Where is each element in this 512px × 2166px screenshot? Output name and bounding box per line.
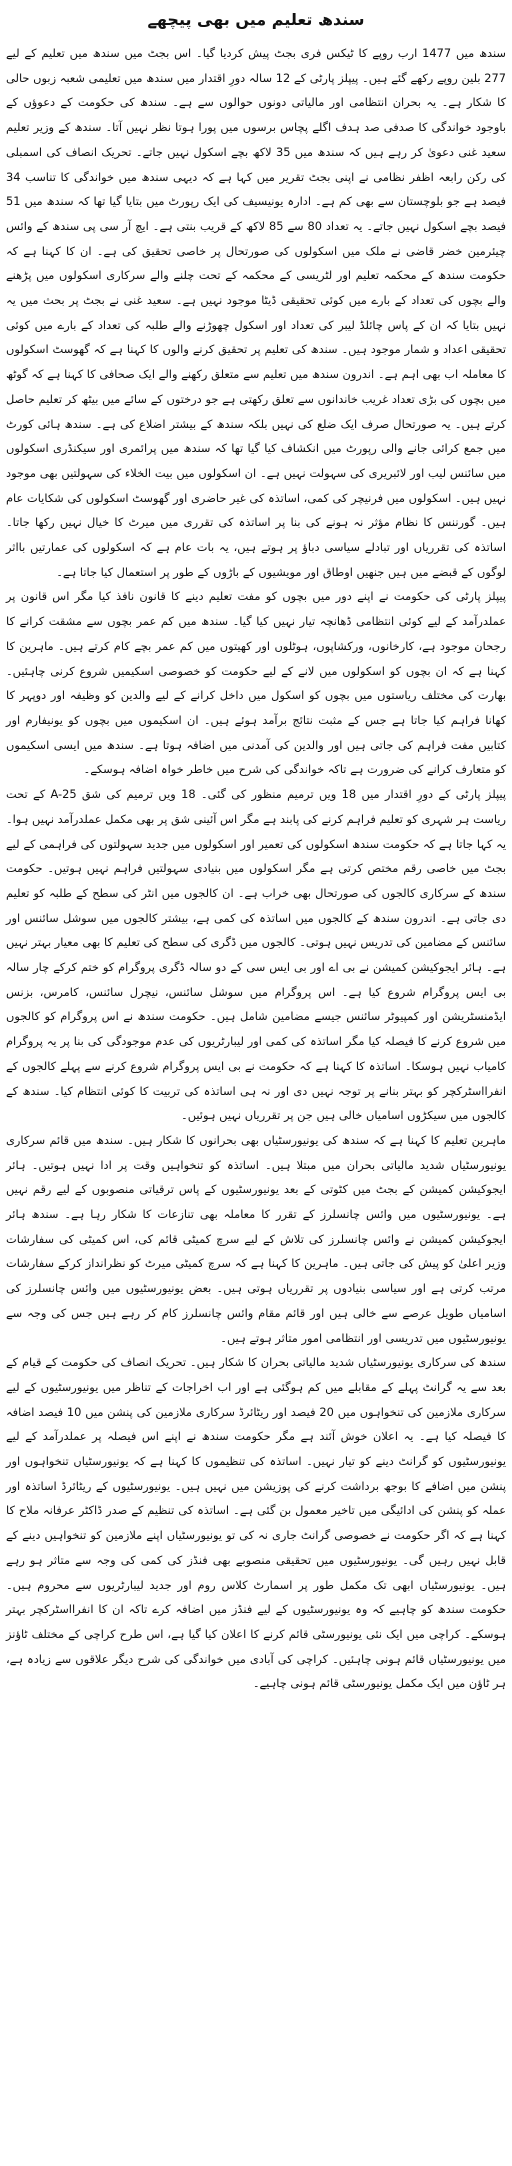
article-paragraph-1: سندھ میں 1477 ارب روپے کا ٹیکس فری بجٹ پیش کردیا گیا۔ اس بجٹ میں سندھ میں تعلیم کے لیے 277 بلین روپے رکھے گئے ہیں۔ پیپلز پارٹی کے 12 سالہ دورِ اقتدار میں سندھ میں تعلیمی شعبہ زبوں حالی کا شکار ہے۔ یہ بحران انتظامی اور مالیاتی دونوں حوالوں سے ہے۔ سندھ کی حکومت کے دعوؤں کے باوجود خواندگی کا صدفی صد ہدف اگلے پچاس برسوں میں پورا ہوتا نظر نہیں آتا۔ سندھ کے وزیر تعلیم سعید غنی دعویٰ کر رہے ہیں کہ سندھ میں 35 لاکھ بچے اسکول نہیں جاتے۔ تحریک انصاف کی اسمبلی کی رکن رابعہ اظفر نظامی نے اپنی بجٹ تقریر میں کہا ہے کہ دیہی سندھ میں خواندگی کا تناسب 34 فیصد ہے جو بلوچستان سے بھی کم ہے۔ ادارہ یونیسیف کی ایک رپورٹ میں بتایا گیا تھا کہ سندھ میں 51 فیصد بچے اسکول نہیں جاتے۔ یہ تعداد 80 سے 85 لاکھ کے قریب بنتی ہے۔ ایچ آر سی پی سندھ کے وائس چیئرمین خضر قاضی نے ملک میں اسکولوں کی صورتحال پر خاصی تحقیق کی ہے۔ ان کا کہنا ہے کہ حکومت سندھ کے محکمہ تعلیم اور لٹریسی کے محکمہ کے تحت چلنے والے سرکاری اسکولوں میں پڑھنے والے بچوں کی تعداد کے بارے میں کوئی تحقیقی ڈیٹا موجود نہیں ہے۔ سعید غنی نے بجٹ پر بحث میں یہ نہیں بتایا کہ ان کے پاس چائلڈ لیبر کی تعداد اور اسکول چھوڑنے والے طلبہ کی تعداد کے بارے میں کوئی تحقیقی اعداد و شمار موجود ہیں۔ سندھ کی تعلیم پر تحقیق کرنے والوں کا کہنا ہے کہ گھوسٹ اسکولوں کا معاملہ اب بھی اہم ہے۔ اندرون سندھ میں تعلیم سے متعلق رکھنے والے ایک صحافی کا کہنا ہے کہ گوٹھ میں بچوں کی بڑی تعداد غریب خاندانوں سے تعلق رکھتی ہے جو درختوں کے سائے میں بیٹھ کر تعلیم حاصل کرتے ہیں۔ یہ صورتحال صرف ایک ضلع کی نہیں بلکہ سندھ کے بیشتر اضلاع کی ہے۔ سندھ ہائی کورٹ میں جمع کرائی جانے والی رپورٹ میں انکشاف کیا گیا تھا کہ سندھ میں پرائمری اور سیکنڈری اسکولوں میں سائنس لیب اور لائبریری کی سہولت نہیں ہے۔ ان اسکولوں میں بیت الخلاء کی سہولتیں بھی موجود نہیں ہیں۔ اسکولوں میں فرنیچر کی کمی، اساتذہ کی غیر حاضری اور گھوسٹ اسکولوں کی شکایات عام ہیں۔ گورننس کا نظام مؤثر نہ ہونے کی بنا پر اساتذہ کی تقرری میں میرٹ کا خیال نہیں رکھا جاتا۔ اساتذہ کی تقرریاں اور تبادلے سیاسی دباؤ پر ہوتے ہیں، یہ بات عام ہے کہ اسکولوں کی عمارتیں بااثر لوگوں کے قبضے میں ہیں جنھیں اوطاق اور مویشیوں کے باڑوں کے طور پر استعمال کیا جاتا ہے۔ (6, 46, 506, 579)
article-body (6, 41, 506, 1696)
article-paragraph-3: پیپلز پارٹی کے دورِ اقتدار میں 18 ویں ترمیم منظور کی گئی۔ 18 ویں ترمیم کی شق A-25 کے تحت ریاست ہر شہری کو تعلیم فراہم کرنے کی پابند ہے مگر اس آئینی شق پر بھی مکمل عملدرآمد نہیں ہوا۔ یہ کہا جاتا ہے کہ حکومت سندھ اسکولوں کی تعمیر اور اسکولوں میں جدید سہولتوں کی فراہمی کے لیے بجٹ میں خاصی رقم مختص کرتی ہے مگر اسکولوں میں بنیادی سہولتیں فراہم نہیں ہوتیں۔ حکومت سندھ کے سرکاری کالجوں کی صورتحال بھی خراب ہے۔ ان کالجوں میں انٹر کی سطح کے طلبہ کو تعلیم دی جاتی ہے۔ اندرون سندھ کے کالجوں میں اساتذہ کی کمی ہے، بیشتر کالجوں میں سوشل سائنس اور سائنس کے مضامین کی تدریس نہیں ہوتی۔ کالجوں میں ڈگری کی سطح کی تعلیم کا بھی معیار بہتر نہیں ہے۔ ہائر ایجوکیشن کمیشن نے بی اے اور بی ایس سی کے دو سالہ ڈگری پروگرام کو ختم کرکے چار سالہ بی ایس پروگرام شروع کیا ہے۔ اس پروگرام میں سوشل سائنس، نیچرل سائنس، کامرس، بزنس ایڈمنسٹریشن اور کمپیوٹر سائنس جیسے مضامین شامل ہیں۔ حکومت سندھ نے اس پروگرام کو کالجوں میں شروع کرنے کا فیصلہ کیا مگر اساتذہ کی کمی اور لیبارٹریوں کی عدم موجودگی کی بنا پر یہ پروگرام کامیاب نہیں ہوسکا۔ اساتذہ کا کہنا ہے کہ حکومت نے بی ایس پروگرام شروع کرنے سے پہلے کالجوں کے انفرااسٹرکچر کو بہتر بنانے پر توجہ نہیں دی اور نہ ہی اساتذہ کی تربیت کا کوئی انتظام کیا۔ سندھ کے کالجوں میں سیکڑوں اسامیاں خالی ہیں جن پر تقرریاں نہیں ہوئیں۔ (6, 787, 507, 1123)
article-paragraph-2: پیپلز پارٹی کی حکومت نے اپنے دور میں بچوں کو مفت تعلیم دینے کا قانون نافذ کیا مگر اس قانون پر عملدرآمد کے لیے کوئی انتظامی ڈھانچہ تیار نہیں کیا گیا۔ سندھ میں کم عمر بچوں سے مشقت کرانے کا رجحان موجود ہے، کارخانوں، ورکشاپوں، ہوٹلوں اور کھیتوں میں کم عمر بچے کام کرتے ہیں۔ ماہرین کا کہنا ہے کہ ان بچوں کو اسکولوں میں لانے کے لیے حکومت کو خصوصی اسکیمیں شروع کرنی چاہئیں۔ بھارت کی مختلف ریاستوں میں بچوں کو اسکول میں داخل کرانے کے لیے والدین کو وظیفہ اور دوپہر کا کھانا فراہم کیا جاتا ہے جس کے مثبت نتائج برآمد ہوئے ہیں۔ ان اسکیموں میں بچوں کو یونیفارم اور کتابیں مفت فراہم کی جاتی ہیں اور والدین کی آمدنی میں اضافہ ہوتا ہے۔ سندھ میں ایسی اسکیموں کو متعارف کرانے کی ضرورت ہے تاکہ خواندگی کی شرح میں خاطر خواہ اضافہ ہوسکے۔ (6, 589, 506, 777)
article-title: سندھ تعلیم میں بھی پیچھے (147, 10, 365, 29)
article-paragraph-4: ماہرین تعلیم کا کہنا ہے کہ سندھ کی یونیورسٹیاں بھی بحرانوں کا شکار ہیں۔ سندھ میں قائم سرکاری یونیورسٹیاں شدید مالیاتی بحران میں مبتلا ہیں۔ اساتذہ کو تنخواہیں وقت پر ادا نہیں ہوتیں۔ ہائر ایجوکیشن کمیشن کے بجٹ میں کٹوتی کے بعد یونیورسٹیوں کے پاس ترقیاتی منصوبوں کے لیے رقم نہیں ہے۔ یونیورسٹیوں میں وائس چانسلرز کے تقرر کا معاملہ بھی تنازعات کا شکار رہا ہے۔ سندھ ہائر ایجوکیشن کمیشن نے وائس چانسلرز کی تلاش کے لیے سرچ کمیٹی قائم کی، اس کمیٹی کی سفارشات وزیر اعلیٰ کو پیش کی جاتی ہیں۔ ماہرین کا کہنا ہے کہ سرچ کمیٹی میرٹ کو نظرانداز کرکے سفارشات مرتب کرتی ہے اور سیاسی بنیادوں پر تقرریاں ہوتی ہیں۔ بعض یونیورسٹیوں میں وائس چانسلرز کی اسامیاں طویل عرصے سے خالی ہیں اور قائم مقام وائس چانسلرز کام کر رہے ہیں جس کی وجہ سے یونیورسٹیوں میں تدریسی اور انتظامی امور متاثر ہوتے ہیں۔ (6, 1132, 506, 1345)
article-paragraph-5: سندھ کی سرکاری یونیورسٹیاں شدید مالیاتی بحران کا شکار ہیں۔ تحریک انصاف کی حکومت کے قیام کے بعد سے یہ گرانٹ پہلے کے مقابلے میں کم ہوگئی ہے اور اب اخراجات کے تناظر میں یونیورسٹیوں کے لیے سرکاری ملازمین کی تنخواہوں میں 20 فیصد اور ریٹائرڈ سرکاری ملازمین کی پنشن میں 10 فیصد اضافہ کا فیصلہ کیا ہے۔ یہ اعلان خوش آئند ہے مگر حکومت سندھ نے اپنے اس فیصلہ پر عملدرآمد کے لیے یونیورسٹیوں کو گرانٹ دینے کو تیار نہیں۔ اساتذہ کی تنظیموں کا کہنا ہے کہ یونیورسٹیاں تنخواہوں اور پنشن میں اضافے کا بوجھ برداشت کرنے کی پوزیشن میں نہیں ہیں۔ یونیورسٹیوں کے ریٹائرڈ اساتذہ اور عملہ کو پنشن کی ادائیگی میں تاخیر معمول بن گئی ہے۔ اساتذہ کی تنظیم کے صدر ڈاکٹر عرفانہ ملاح کا کہنا ہے کہ اگر حکومت نے خصوصی گرانٹ جاری نہ کی تو یونیورسٹیاں اپنے ملازمین کو تنخواہیں دینے کے قابل نہیں رہیں گی۔ یونیورسٹیوں میں تحقیقی منصوبے بھی فنڈز کی کمی کی وجہ سے متاثر ہو رہے ہیں۔ یونیورسٹیاں ابھی تک مکمل طور پر اسمارٹ کلاس روم اور جدید لیبارٹریوں سے محروم ہیں۔ حکومت سندھ کو چاہیے کہ وہ یونیورسٹیوں کے لیے فنڈز میں اضافہ کرے تاکہ ان کا انفرااسٹرکچر بہتر ہوسکے۔ کراچی میں ایک نئی یونیورسٹی قائم کرنے کا اعلان کیا گیا ہے، اس طرح کراچی کے مختلف ٹاؤنز میں یونیورسٹیاں قائم ہونی چاہئیں۔ کراچی کی آبادی میں خواندگی کی شرح دیگر علاقوں سے زیادہ ہے، ہر ٹاؤن میں ایک مکمل یونیورسٹی قائم ہونی چاہیے۔ (6, 1355, 506, 1691)
